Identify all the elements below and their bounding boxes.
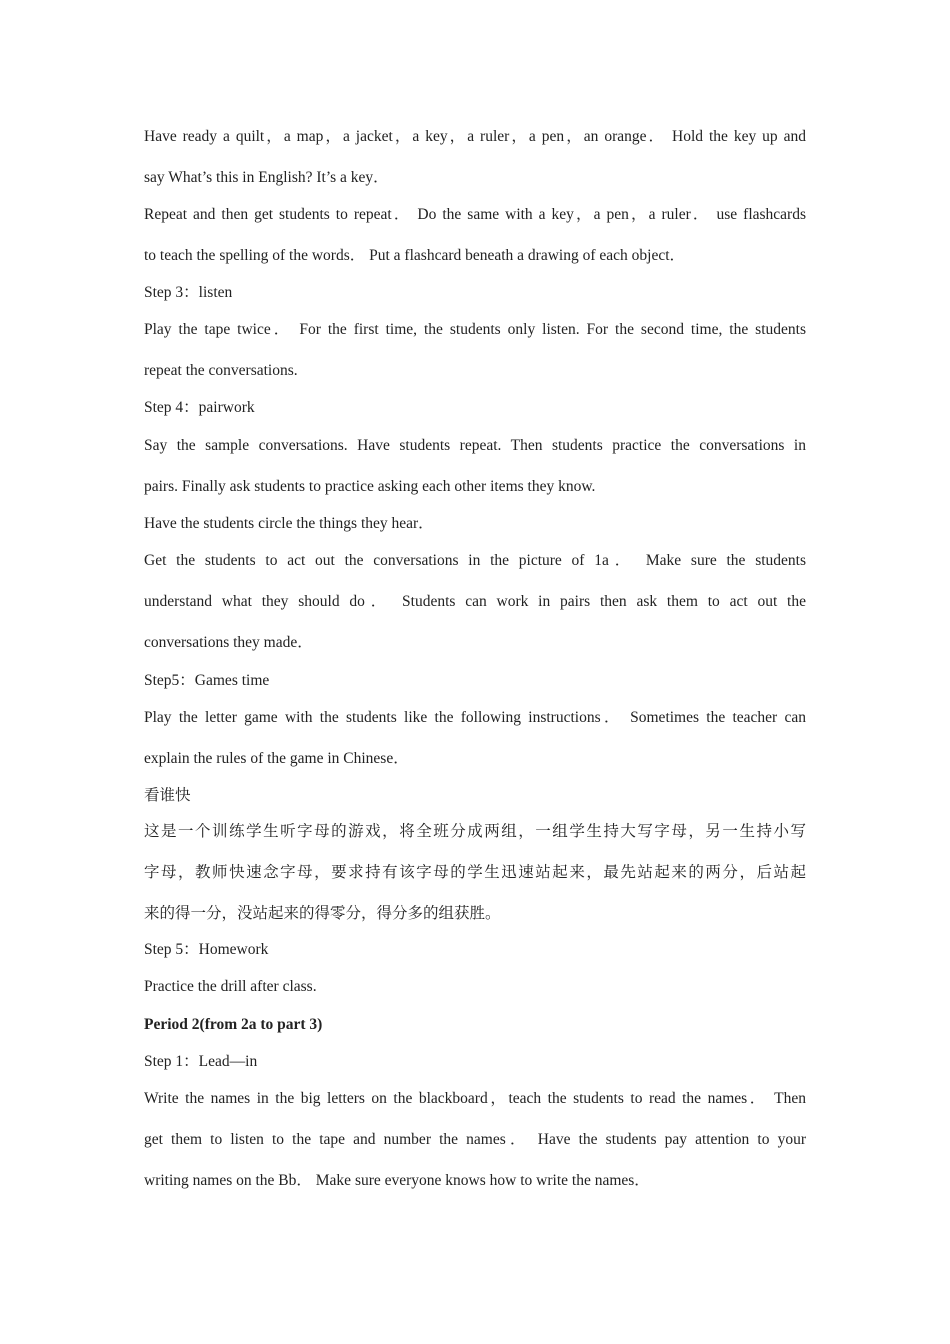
- text-line: 来的得一分，没站起来的得零分，得分多的组获胜。: [144, 905, 501, 922]
- text-line: repeat the conversations.: [144, 362, 298, 379]
- text-line: Play the tape twice． For the first time, the students only listen. For the second time, the students: [144, 321, 806, 338]
- text-line: explain the rules of the game in Chinese．: [144, 750, 409, 767]
- step-heading: Step5：Games time: [144, 672, 270, 689]
- text-line: Have the students circle the things they hear．: [144, 515, 434, 532]
- text-line: understand what they should do． Students can work in pairs then ask them to act out the: [144, 593, 806, 610]
- step-heading: Step 4：pairwork: [144, 399, 255, 416]
- text-line: 字母，教师快速念字母，要求持有该字母的学生迅速站起来，最先站起来的两分，后站起: [144, 864, 806, 881]
- text-line: pairs. Finally ask students to practice asking each other items they know.: [144, 478, 596, 495]
- game-title: 看谁快: [144, 787, 191, 804]
- text-line: say What’s this in English? It’s a key．: [144, 169, 389, 186]
- text-line: Say the sample conversations. Have students repeat. Then students practice the conversations in: [144, 437, 806, 454]
- step-heading: Step 1：Lead—in: [144, 1053, 258, 1070]
- text-line: Repeat and then get students to repeat． Do the same with a key，a pen，a ruler． use flashcards: [144, 206, 806, 223]
- text-line: writing names on the Bb． Make sure everyone knows how to write the names．: [144, 1172, 650, 1189]
- period-heading: Period 2(from 2a to part 3): [144, 1016, 323, 1033]
- text-line: Practice the drill after class.: [144, 978, 317, 995]
- text-line: Write the names in the big letters on the blackboard，teach the students to read the names． Then: [144, 1090, 806, 1107]
- text-line: to teach the spelling of the words． Put a flashcard beneath a drawing of each object．: [144, 247, 686, 264]
- step-heading: Step 5：Homework: [144, 941, 269, 958]
- text-line: conversations they made．: [144, 634, 313, 651]
- text-line: Get the students to act out the conversations in the picture of 1a． Make sure the students: [144, 552, 806, 569]
- text-line: get them to listen to the tape and number the names． Have the students pay attention to your: [144, 1131, 806, 1148]
- text-line: Have ready a quilt，a map，a jacket，a key，a ruler，a pen，an orange． Hold the key up and: [144, 128, 806, 145]
- text-line: 这是一个训练学生听字母的游戏，将全班分成两组，一组学生持大写字母，另一生持小写: [144, 823, 806, 840]
- step-heading: Step 3：listen: [144, 284, 233, 301]
- text-line: Play the letter game with the students like the following instructions． Sometimes the teacher can: [144, 709, 806, 726]
